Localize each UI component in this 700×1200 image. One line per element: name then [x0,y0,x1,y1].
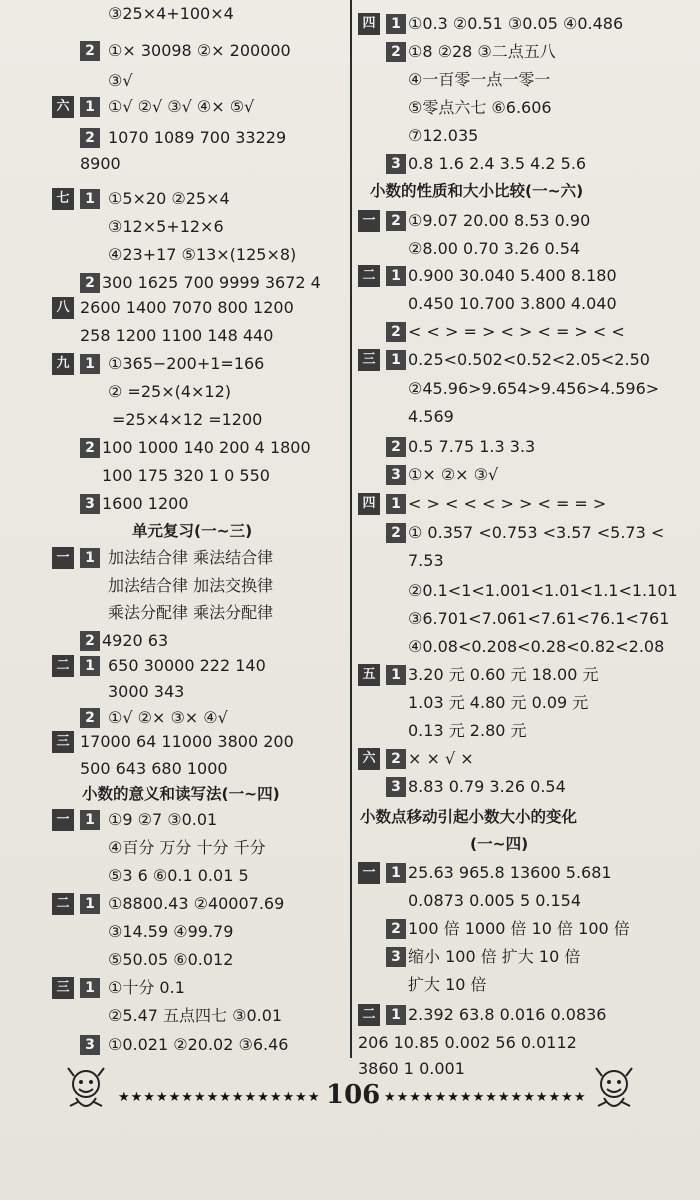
question-number: 1 [80,354,100,374]
answer-text: ②0.1<1<1.001<1.01<1.1<1.101 [408,581,678,600]
question-number: 1 [80,894,100,914]
section-marker: 二 [52,655,74,677]
answer-text: ①√ ②× ③× ④√ [108,708,228,727]
question-number: 1 [386,14,406,34]
answer-text: ①8800.43 ②40007.69 [108,894,285,913]
answer-text: ⑤3 6 ⑥0.1 0.01 5 [108,866,249,885]
answer-text: ①365−200+1=166 [108,354,265,373]
question-number: 3 [386,777,406,797]
answer-text: 1.03 元 4.80 元 0.09 元 [408,693,589,712]
answer-text: 258 1200 1100 148 440 [80,326,274,345]
answer-text: 17000 64 11000 3800 200 [80,732,294,751]
answer-text: ⑤50.05 ⑥0.012 [108,950,234,969]
answer-text: ①8 ②28 ③二点五八 [408,42,556,61]
answer-text: 7.53 [408,551,444,570]
answer-text: 乘法分配律 乘法分配律 [108,603,274,622]
section-marker: 三 [358,349,380,371]
question-number: 3 [80,1035,100,1055]
answer-text: 8900 [80,154,121,173]
answer-text: ④23+17 ⑤13×(125×8) [108,245,297,264]
answer-text: ①9 ②7 ③0.01 [108,810,218,829]
answer-text: 4.569 [408,407,454,426]
section-marker: 一 [358,210,380,232]
answer-text: 2600 1400 7070 800 1200 [80,298,294,317]
question-number: 1 [386,1005,406,1025]
answer-text: 扩大 10 倍 [408,975,487,994]
answer-text: < < > = > < > < = > < < [408,322,625,341]
question-number: 2 [386,322,406,342]
answer-text: 缩小 100 倍 扩大 10 倍 [408,947,581,966]
heading-text: (一~四) [470,835,529,853]
page-number: 106 [326,1080,381,1110]
question-number: 1 [386,863,406,883]
section-marker: 七 [52,188,74,210]
answer-text: ②5.47 五点四七 ③0.01 [108,1006,283,1025]
answer-text: ①0.021 ②20.02 ③6.46 [108,1035,289,1054]
question-number: 2 [80,41,100,61]
cartoon-mascot-icon [586,1062,642,1118]
page-footer [0,1058,700,1138]
section-marker: 一 [52,547,74,569]
heading-text: 小数点移动引起小数大小的变化 [360,808,578,826]
section-marker: 六 [52,96,74,118]
question-number: 1 [386,494,406,514]
answer-text: 0.25<0.502<0.52<2.05<2.50 [408,350,650,369]
heading-text: 小数的意义和读写法(一~四) [82,785,280,803]
section-marker: 二 [52,893,74,915]
question-number: 3 [386,947,406,967]
section-marker: 八 [52,297,74,319]
question-number: 1 [80,978,100,998]
question-number: 1 [80,189,100,209]
heading-text: 单元复习(一~三) [132,522,253,540]
section-marker: 二 [358,1004,380,1026]
section-marker: 二 [358,265,380,287]
answer-text: 100 1000 140 200 4 1800 [102,438,311,457]
answer-text: 0.450 10.700 3.800 4.040 [408,294,617,313]
answer-text: 1070 1089 700 33229 [108,128,287,147]
answer-text: × × √ × [408,749,474,768]
answer-text: ④一百零一点一零一 [408,70,551,89]
question-number: 2 [386,919,406,939]
question-number: 1 [80,97,100,117]
cartoon-mascot-icon [58,1062,114,1118]
answer-text: ③6.701<7.061<7.61<76.1<761 [408,609,670,628]
section-marker: 六 [358,748,380,770]
section-marker: 三 [52,731,74,753]
section-marker: 一 [52,809,74,831]
question-number: 1 [80,656,100,676]
section-marker: 九 [52,353,74,375]
answer-text: 25.63 965.8 13600 5.681 [408,863,612,882]
answer-text: 0.900 30.040 5.400 8.180 [408,266,617,285]
question-number: 2 [80,128,100,148]
answer-text: ⑦12.035 [408,126,479,145]
answer-text: =25×4×12 =1200 [112,410,263,429]
answer-text: ①5×20 ②25×4 [108,189,230,208]
question-number: 2 [80,438,100,458]
answer-text: 3860 1 0.001 [358,1059,465,1078]
answer-text: 0.8 1.6 2.4 3.5 4.2 5.6 [408,154,587,173]
answer-text: 0.0873 0.005 5 0.154 [408,891,582,910]
section-marker: 一 [358,862,380,884]
question-number: 1 [386,350,406,370]
column-divider [350,0,352,1058]
question-number: 1 [80,548,100,568]
question-number: 1 [80,810,100,830]
question-number: 2 [386,437,406,457]
heading-text: 小数的性质和大小比较(一~六) [370,182,584,200]
answer-text: ⑤零点六七 ⑥6.606 [408,98,552,117]
answer-text: 2.392 63.8 0.016 0.0836 [408,1005,607,1024]
answer-text: ④百分 万分 十分 千分 [108,838,266,857]
answer-text: 1600 1200 [102,494,189,513]
question-number: 2 [386,42,406,62]
answer-text: 4920 63 [102,631,169,650]
question-number: 3 [80,494,100,514]
answer-text: 8.83 0.79 3.26 0.54 [408,777,566,796]
answer-text: < > < < < > > < = = > [408,494,607,513]
answer-text: ①√ ②√ ③√ ④× ⑤√ [108,97,255,116]
answer-text: ④0.08<0.208<0.28<0.82<2.08 [408,637,665,656]
question-number: 2 [80,708,100,728]
question-number: 2 [386,523,406,543]
answer-text: 0.5 7.75 1.3 3.3 [408,437,536,456]
answer-text: ②45.96>9.654>9.456>4.596> [408,379,660,398]
answer-text: ①0.3 ②0.51 ③0.05 ④0.486 [408,14,624,33]
answer-text: 0.13 元 2.80 元 [408,721,527,740]
answer-text: 206 10.85 0.002 56 0.0112 [358,1033,577,1052]
answer-text: 加法结合律 加法交换律 [108,576,274,595]
question-number: 3 [386,154,406,174]
section-marker: 四 [358,13,380,35]
question-number: 3 [386,465,406,485]
section-marker: 四 [358,493,380,515]
answer-text: ①十分 0.1 [108,978,185,997]
answer-text: ③12×5+12×6 [108,217,224,236]
answer-text: ①9.07 20.00 8.53 0.90 [408,211,591,230]
answer-text: ③√ [108,71,133,90]
question-number: 2 [386,749,406,769]
star-border-left: ★★★★★★★★★★★★★★★★ [118,1090,321,1105]
answer-text: ①× ②× ③√ [408,465,499,484]
answer-text: ① 0.357 <0.753 <3.57 <5.73 < [408,523,665,542]
answer-text: 100 倍 1000 倍 10 倍 100 倍 [408,919,630,938]
answer-text: 3000 343 [108,682,185,701]
answer-text: 300 1625 700 9999 3672 4 [102,273,321,292]
answer-text: 3.20 元 0.60 元 18.00 元 [408,665,599,684]
answer-text: 650 30000 222 140 [108,656,266,675]
section-marker: 五 [358,664,380,686]
answer-text: ②8.00 0.70 3.26 0.54 [408,239,581,258]
question-number: 1 [386,266,406,286]
answer-text: 100 175 320 1 0 550 [102,466,270,485]
question-number: 2 [80,631,100,651]
question-number: 2 [386,211,406,231]
star-border-right: ★★★★★★★★★★★★★★★★ [384,1090,587,1105]
question-number: 1 [386,665,406,685]
answer-text: ③14.59 ④99.79 [108,922,234,941]
answer-text: ② =25×(4×12) [108,382,232,401]
answer-text: 加法结合律 乘法结合律 [108,548,274,567]
answer-text: 500 643 680 1000 [80,759,228,778]
section-marker: 三 [52,977,74,999]
answer-text: ①× 30098 ②× 200000 [108,41,291,60]
question-number: 2 [80,273,100,293]
answer-text: ③25×4+100×4 [108,4,234,23]
